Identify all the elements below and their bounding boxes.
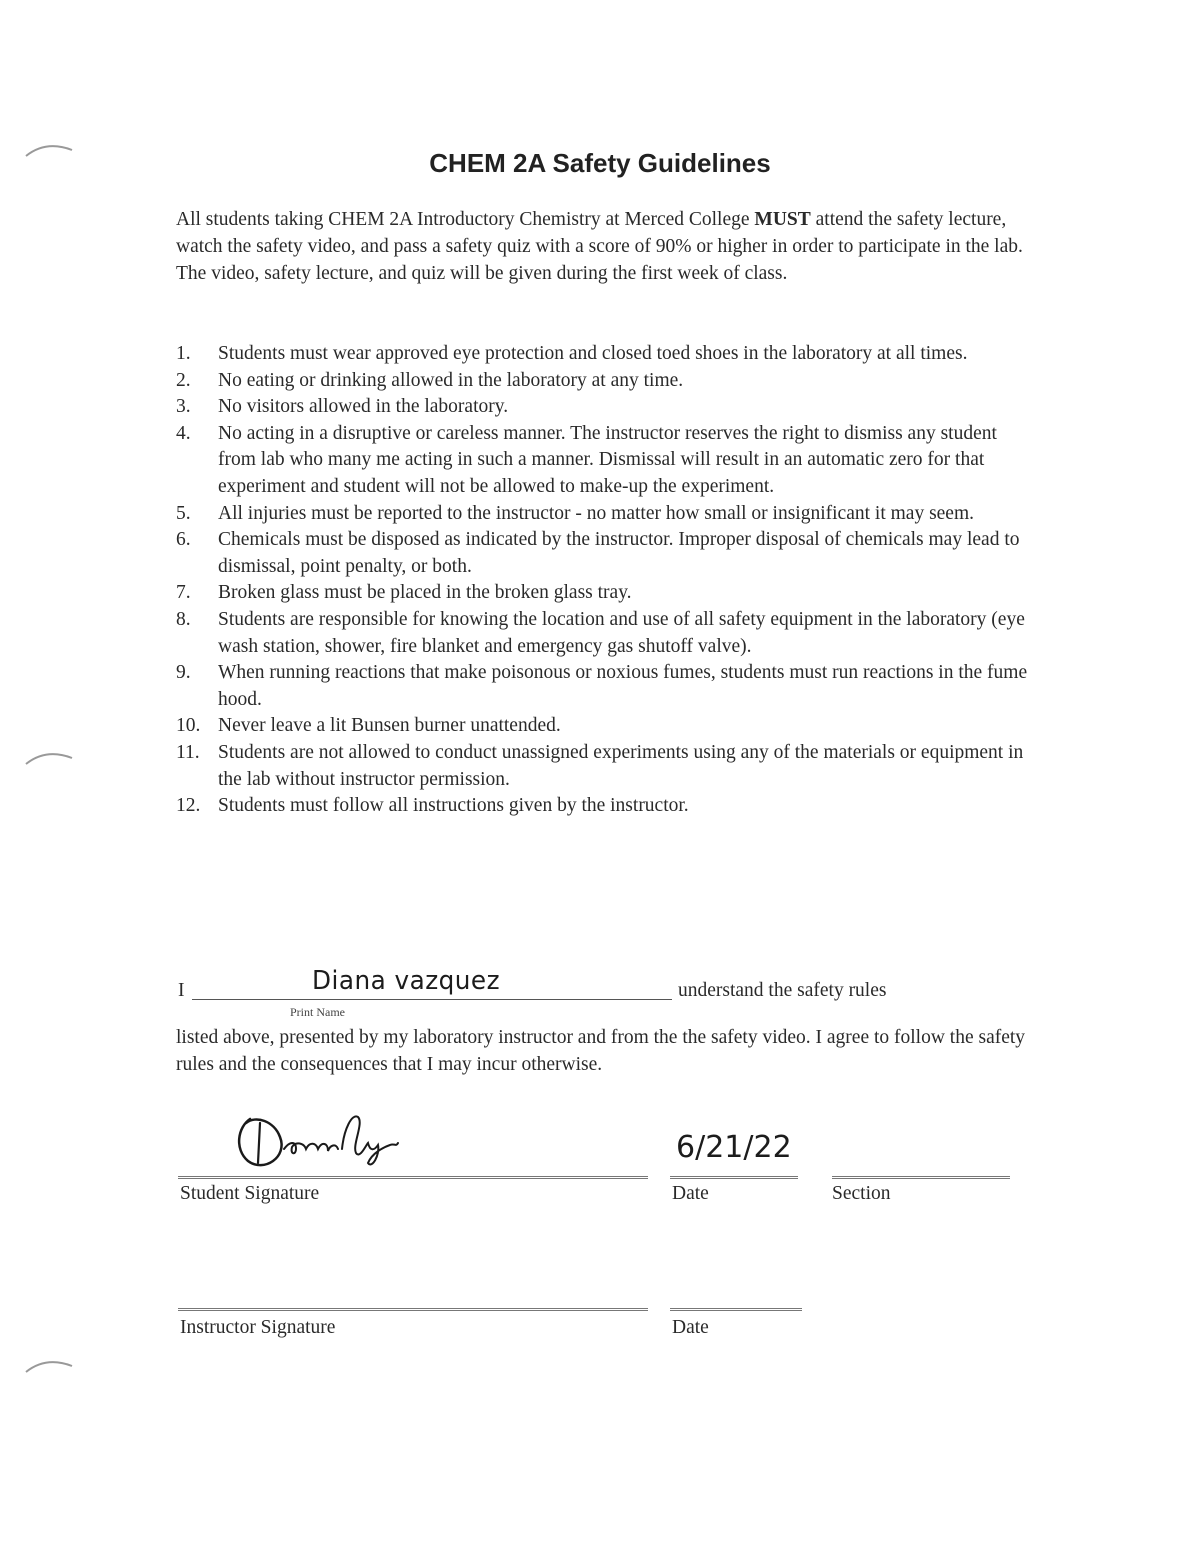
rule-number: 10.	[176, 715, 201, 737]
document-title: CHEM 2A Safety Guidelines	[429, 148, 771, 178]
student-date-line	[670, 1176, 798, 1179]
rule-number: 9.	[176, 662, 191, 684]
student-signature-label: Student Signature	[180, 1183, 320, 1204]
instructor-date-line	[670, 1308, 802, 1311]
rule-number: 6.	[176, 529, 191, 551]
print-name-line	[192, 999, 672, 1000]
rule-item	[176, 607, 1036, 660]
rule-item	[176, 740, 1036, 793]
rule-number: 4.	[176, 422, 191, 444]
rule-text: Students are not allowed to conduct unassigned experiments using any of the materials or equipment in the lab without instructor permission.	[218, 741, 1024, 790]
section-line	[832, 1176, 1010, 1179]
rule-text: Students are responsible for knowing the location and use of all safety equipment in the laboratory (eye wash station, shower, fire blanket and emergency gas shutoff valve).	[218, 608, 1025, 657]
ack-prefix: I	[178, 980, 185, 1001]
student-date-value: 6/21/22	[676, 1130, 792, 1165]
rule-text: All injuries must be reported to the instructor - no matter how small or insignificant it may seem.	[218, 502, 975, 524]
rule-text: No visitors allowed in the laboratory.	[218, 396, 509, 418]
student-date-label: Date	[672, 1183, 709, 1204]
rule-item	[176, 793, 1036, 820]
rule-item	[176, 394, 1036, 421]
rule-item	[176, 421, 1036, 501]
instructor-signature-label: Instructor Signature	[180, 1317, 336, 1338]
rule-number: 8.	[176, 608, 191, 630]
student-signature-image	[232, 1105, 412, 1175]
rule-text: Students must follow all instructions given by the instructor.	[218, 795, 689, 817]
rule-text: When running reactions that make poisonous or noxious fumes, students must run reactions in the fume hood.	[218, 662, 1028, 710]
intro-text-part1: All students taking CHEM 2A Introductory Chemistry at Merced College	[176, 209, 755, 230]
rule-text: Never leave a lit Bunsen burner unattended.	[218, 715, 561, 737]
intro-emphasis: MUST	[754, 209, 811, 230]
rule-text: No acting in a disruptive or careless manner. The instructor reserves the right to dismiss any student from lab who many me acting in such a manner. Dismissal will result in an automatic zero for that experiment and student will not be allowed to make-up the experiment.	[218, 422, 997, 497]
instructor-date-label: Date	[672, 1317, 709, 1338]
rule-item	[176, 713, 1036, 740]
intro-paragraph	[176, 206, 1026, 287]
student-signature-line	[178, 1176, 648, 1179]
rule-item	[176, 660, 1036, 713]
punch-hole-mark-middle	[22, 742, 82, 782]
rule-number: 5.	[176, 502, 191, 524]
intro-text-part2: attend the safety lecture, watch the safety video, and pass a safety quiz with a score of 90% or higher in order to participate in the lab. The video, safety lecture, and quiz will be given during the first week of class.	[176, 209, 1023, 284]
rule-text: Students must wear approved eye protection and closed toed shoes in the laboratory at all times.	[218, 343, 968, 364]
rule-item	[176, 501, 1036, 528]
section-label: Section	[832, 1183, 891, 1204]
ack-suffix: understand the safety rules	[678, 980, 887, 1001]
rule-text: Chemicals must be disposed as indicated by the instructor. Improper disposal of chemicals may lead to dismissal, point penalty, or both.	[218, 529, 1020, 577]
rule-number: 12.	[176, 795, 201, 817]
rule-number: 3.	[176, 396, 191, 418]
rule-number: 2.	[176, 369, 191, 391]
agreement-text: listed above, presented by my laboratory instructor and from the the safety video. I agree to follow the safety rules and the consequences that I may incur otherwise.	[176, 1027, 1026, 1075]
rule-item	[176, 368, 1036, 395]
rule-number: 7.	[176, 582, 191, 604]
print-name-value: Diana vazquez	[312, 966, 501, 996]
rule-item	[176, 341, 1036, 368]
print-name-label: Print Name	[290, 1005, 345, 1019]
rule-text: No eating or drinking allowed in the laboratory at any time.	[218, 369, 684, 391]
rule-item	[176, 580, 1036, 607]
instructor-signature-line	[178, 1308, 648, 1311]
rule-text: Broken glass must be placed in the broken glass tray.	[218, 582, 632, 604]
safety-rules-list	[176, 341, 1036, 820]
punch-hole-mark-bottom	[22, 1350, 82, 1390]
rule-number: 11.	[176, 741, 200, 763]
rule-item	[176, 527, 1036, 580]
rule-number: 1.	[176, 343, 191, 364]
